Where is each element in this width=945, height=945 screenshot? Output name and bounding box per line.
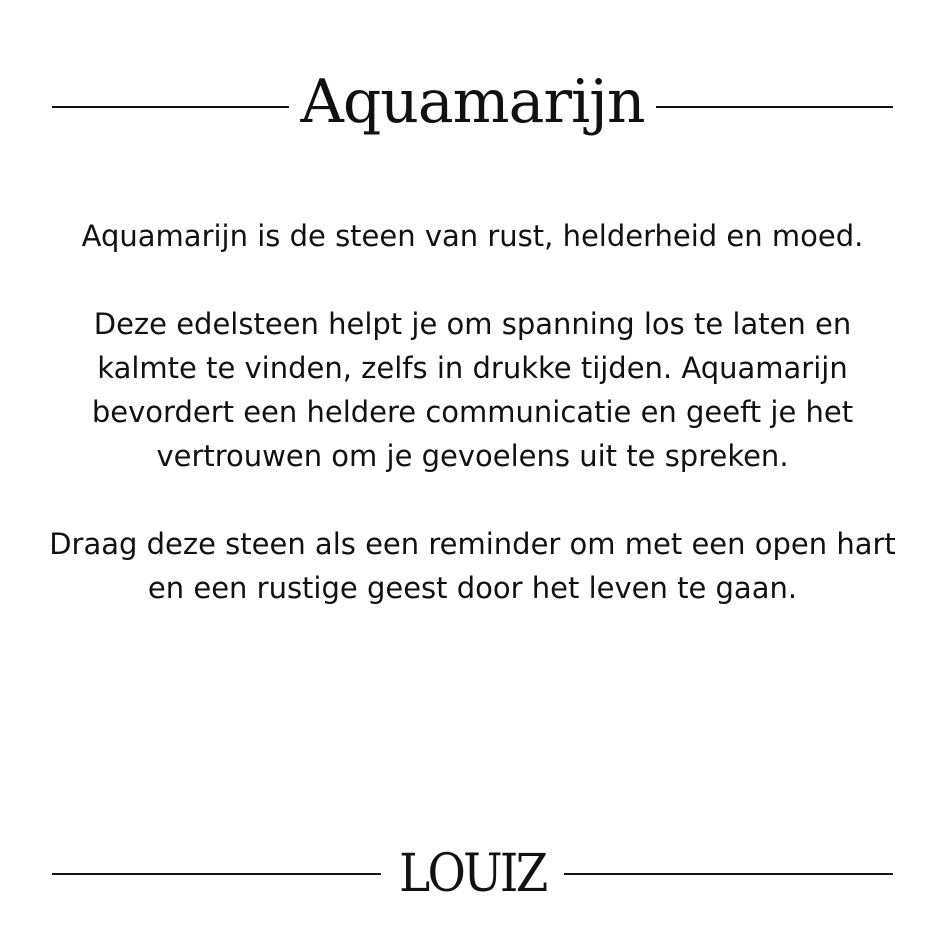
- title-row: [52, 62, 893, 152]
- footer-left-rule: [52, 873, 381, 875]
- description-text: [40, 214, 905, 654]
- footer-row: [52, 842, 893, 906]
- page-title: Aquamarijn: [300, 67, 645, 137]
- title-left-rule: [52, 106, 289, 108]
- paragraph-reminder: Draag deze steen als een reminder om met een open hart en een rustige geest door het leven te gaan.: [49, 527, 896, 605]
- title-right-rule: [656, 106, 893, 108]
- brand-logo: LOUIZ: [399, 844, 546, 904]
- footer-right-rule: [564, 873, 893, 875]
- paragraph-intro: Aquamarijn is de steen van rust, helderheid en moed.: [81, 219, 864, 253]
- paragraph-benefits: Deze edelsteen helpt je om spanning los te laten en kalmte te vinden, zelfs in drukke tijden. Aquamarijn bevordert een heldere communicatie en geeft je het vertrouwen om je gevoelens uit te spreken.: [91, 307, 854, 473]
